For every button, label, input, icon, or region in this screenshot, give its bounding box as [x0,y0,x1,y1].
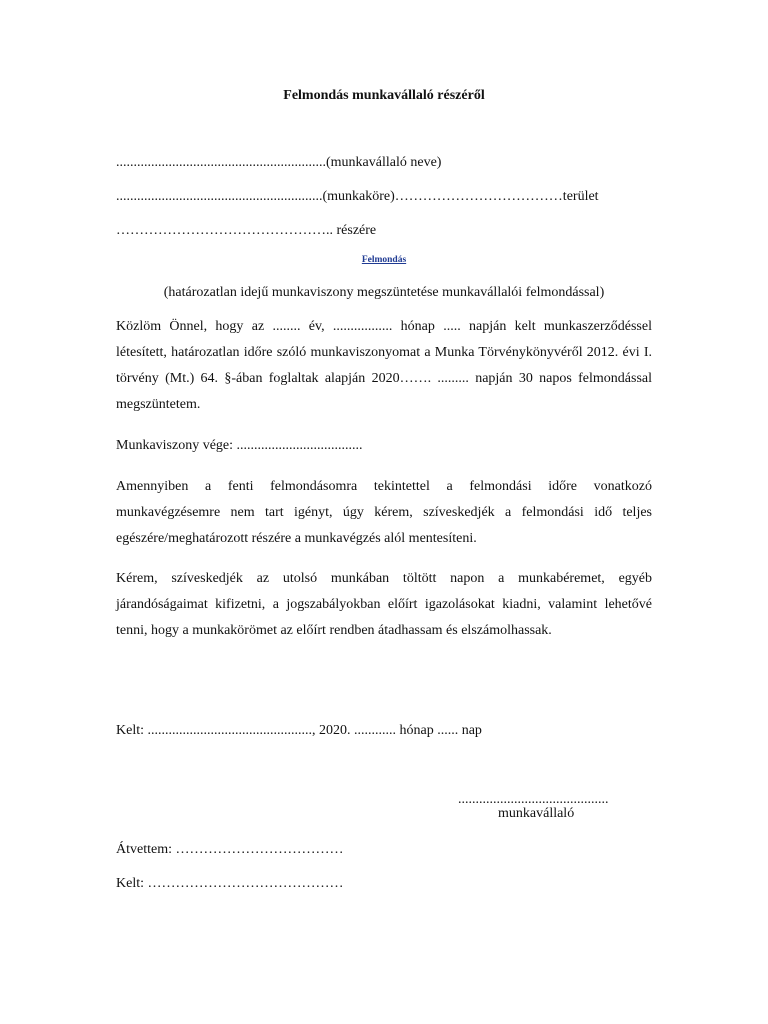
paragraph-end-date: Munkaviszony vége: .................................... [116,438,363,453]
received-line: Átvettem: ……………………………… [116,842,344,857]
paragraph-settlement: Kérem, szíveskedjék az utolsó munkában töltött napon a munkabéremet, egyéb járandóságaimat kifizetni, a jogszabályokban előírt igazolásokat kiadni, valamint lehetővé tenni, hogy a munkakörömet az előírt rendben átadhassam és elszámolhassak. [116,571,652,638]
document-title: Felmondás munkavállaló részéről [283,88,485,103]
paragraph-notice: Közlöm Önnel, hogy az ........ év, ................. hónap ..... napján kelt munkaszerződéssel létesített, határozatlan időre szóló munkaviszonyomat a Munka Törvénykönyvéről 2012. évi I. törvény (Mt.) 64. §-ában foglaltak alapján 2020……. ......... napján 30 napos felmondással megszüntetem. [116,319,652,412]
position-line: ...........................................................(munkaköre)………………………………terület [116,189,599,204]
dated-line: Kelt: ..............................................., 2020. ............ hónap ...... nap [116,723,482,738]
paragraph-exemption: Amennyiben a fenti felmondásomra tekintettel a felmondási időre vonatkozó munkavégzésemre nem tart igényt, úgy kérem, szíveskedjék a felmondási idő teljes egészére/meghatározott részére a munkavégzés alól mentesíteni. [116,479,652,546]
received-dated-line: Kelt: …………………………………… [116,876,344,891]
employee-name-line: ............................................................(munkavállaló neve) [116,155,442,170]
recipient-line: ……………………………………….. részére [116,223,377,238]
section-note: (határozatlan idejű munkaviszony megszüntetése munkavállalói felmondással) [163,285,605,300]
signature-line: ........................................... [458,792,609,807]
signature-label: munkavállaló [498,806,575,821]
section-heading: Felmondás [361,255,407,265]
